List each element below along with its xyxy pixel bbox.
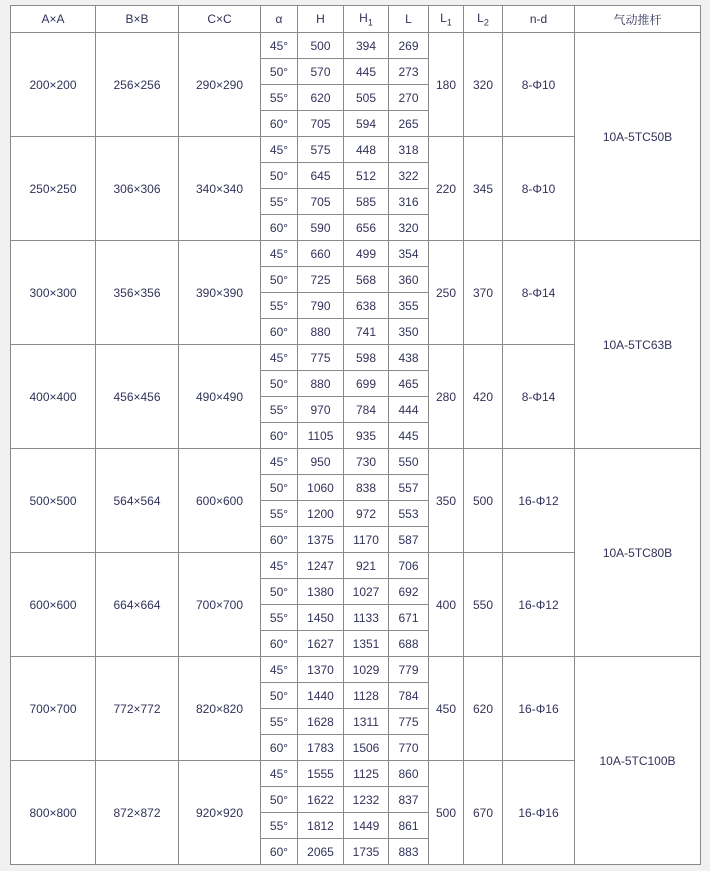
cell-l2: 320 [464, 33, 503, 137]
cell-h1: 730 [344, 449, 389, 475]
cell-l2: 500 [464, 449, 503, 553]
cell-l1: 220 [429, 137, 464, 241]
cell-h1: 394 [344, 33, 389, 59]
cell-l: 350 [389, 319, 429, 345]
cell-alpha: 55° [261, 293, 298, 319]
cell-nd: 8-Φ10 [503, 33, 575, 137]
cell-h1: 935 [344, 423, 389, 449]
cell-h1: 1311 [344, 709, 389, 735]
cell-l: 770 [389, 735, 429, 761]
cell-alpha: 50° [261, 475, 298, 501]
cell-bxb: 306×306 [96, 137, 179, 241]
cell-nd: 16-Φ12 [503, 553, 575, 657]
cell-l2: 670 [464, 761, 503, 865]
cell-h1: 784 [344, 397, 389, 423]
cell-h1: 1449 [344, 813, 389, 839]
cell-alpha: 55° [261, 813, 298, 839]
cell-axa: 700×700 [11, 657, 96, 761]
table-row [11, 449, 701, 475]
cell-alpha: 45° [261, 761, 298, 787]
cell-h: 1783 [298, 735, 344, 761]
cell-h1: 1170 [344, 527, 389, 553]
cell-nd: 8-Φ14 [503, 345, 575, 449]
cell-bxb: 664×664 [96, 553, 179, 657]
cell-l: 550 [389, 449, 429, 475]
column-header-l2: $L_2$ [464, 6, 503, 33]
cell-l: 784 [389, 683, 429, 709]
cell-l2: 345 [464, 137, 503, 241]
cell-h: 1440 [298, 683, 344, 709]
cell-l: 706 [389, 553, 429, 579]
cell-alpha: 55° [261, 709, 298, 735]
cell-h: 880 [298, 371, 344, 397]
cell-h: 1622 [298, 787, 344, 813]
column-header-l: L [389, 6, 429, 33]
cell-l2: 620 [464, 657, 503, 761]
column-header-l1: $L_1$ [429, 6, 464, 33]
cell-l1: 450 [429, 657, 464, 761]
cell-h: 1812 [298, 813, 344, 839]
cell-h: 725 [298, 267, 344, 293]
cell-alpha: 50° [261, 579, 298, 605]
cell-h: 1060 [298, 475, 344, 501]
cell-h1: 585 [344, 189, 389, 215]
cell-l: 265 [389, 111, 429, 137]
column-header-actuator: 气动推杆 [575, 6, 701, 33]
cell-nd: 16-Φ12 [503, 449, 575, 553]
cell-h: 790 [298, 293, 344, 319]
cell-bxb: 356×356 [96, 241, 179, 345]
cell-alpha: 50° [261, 59, 298, 85]
cell-h1: 505 [344, 85, 389, 111]
cell-h: 1628 [298, 709, 344, 735]
cell-alpha: 55° [261, 189, 298, 215]
cell-alpha: 50° [261, 371, 298, 397]
cell-h: 575 [298, 137, 344, 163]
spec-table [10, 5, 701, 865]
cell-alpha: 55° [261, 605, 298, 631]
cell-h: 775 [298, 345, 344, 371]
cell-h: 590 [298, 215, 344, 241]
cell-h: 1247 [298, 553, 344, 579]
cell-l1: 350 [429, 449, 464, 553]
cell-h: 500 [298, 33, 344, 59]
cell-nd: 8-Φ10 [503, 137, 575, 241]
cell-alpha: 60° [261, 735, 298, 761]
cell-alpha: 45° [261, 33, 298, 59]
cell-alpha: 60° [261, 839, 298, 865]
cell-l: 553 [389, 501, 429, 527]
cell-l2: 550 [464, 553, 503, 657]
cell-h: 950 [298, 449, 344, 475]
cell-bxb: 872×872 [96, 761, 179, 865]
cell-l: 269 [389, 33, 429, 59]
cell-l: 860 [389, 761, 429, 787]
cell-h1: 499 [344, 241, 389, 267]
cell-cxc: 700×700 [179, 553, 261, 657]
cell-h1: 512 [344, 163, 389, 189]
cell-h1: 921 [344, 553, 389, 579]
cell-bxb: 564×564 [96, 449, 179, 553]
column-header-subscript: 1 [446, 17, 452, 28]
cell-l: 671 [389, 605, 429, 631]
column-header-nd: n-d [503, 6, 575, 33]
cell-bxb: 456×456 [96, 345, 179, 449]
cell-h1: 838 [344, 475, 389, 501]
cell-l: 360 [389, 267, 429, 293]
cell-alpha: 60° [261, 319, 298, 345]
cell-h: 1450 [298, 605, 344, 631]
cell-l1: 250 [429, 241, 464, 345]
cell-l: 445 [389, 423, 429, 449]
column-header-axa: A×A [11, 6, 96, 33]
cell-alpha: 60° [261, 631, 298, 657]
cell-h1: 1506 [344, 735, 389, 761]
cell-l: 316 [389, 189, 429, 215]
cell-h1: 445 [344, 59, 389, 85]
cell-nd: 16-Φ16 [503, 761, 575, 865]
cell-alpha: 45° [261, 137, 298, 163]
column-header-h1: $H_1$ [344, 6, 389, 33]
cell-alpha: 55° [261, 397, 298, 423]
cell-alpha: 45° [261, 345, 298, 371]
cell-l: 779 [389, 657, 429, 683]
cell-h: 1375 [298, 527, 344, 553]
cell-l: 273 [389, 59, 429, 85]
cell-l: 354 [389, 241, 429, 267]
cell-h1: 1232 [344, 787, 389, 813]
cell-l: 465 [389, 371, 429, 397]
cell-l: 775 [389, 709, 429, 735]
cell-alpha: 50° [261, 163, 298, 189]
cell-axa: 300×300 [11, 241, 96, 345]
cell-l1: 500 [429, 761, 464, 865]
cell-h: 620 [298, 85, 344, 111]
header-row [11, 6, 701, 33]
cell-h: 705 [298, 189, 344, 215]
cell-l: 692 [389, 579, 429, 605]
cell-bxb: 256×256 [96, 33, 179, 137]
cell-actuator: 10A-5TC50B [575, 33, 701, 241]
table-row [11, 657, 701, 683]
cell-h1: 638 [344, 293, 389, 319]
cell-h1: 656 [344, 215, 389, 241]
cell-h1: 1125 [344, 761, 389, 787]
cell-l: 557 [389, 475, 429, 501]
cell-l: 438 [389, 345, 429, 371]
cell-axa: 800×800 [11, 761, 96, 865]
cell-l1: 280 [429, 345, 464, 449]
cell-alpha: 50° [261, 787, 298, 813]
cell-cxc: 600×600 [179, 449, 261, 553]
cell-h: 1627 [298, 631, 344, 657]
cell-l1: 180 [429, 33, 464, 137]
cell-l1: 400 [429, 553, 464, 657]
cell-h: 1555 [298, 761, 344, 787]
cell-alpha: 45° [261, 449, 298, 475]
cell-h1: 1351 [344, 631, 389, 657]
cell-l2: 420 [464, 345, 503, 449]
cell-l: 688 [389, 631, 429, 657]
cell-alpha: 60° [261, 215, 298, 241]
cell-alpha: 55° [261, 501, 298, 527]
column-header-bxb: B×B [96, 6, 179, 33]
cell-h: 660 [298, 241, 344, 267]
cell-alpha: 50° [261, 683, 298, 709]
cell-l: 322 [389, 163, 429, 189]
cell-h1: 598 [344, 345, 389, 371]
cell-l2: 370 [464, 241, 503, 345]
cell-l: 318 [389, 137, 429, 163]
column-header-alpha: α [261, 6, 298, 33]
cell-actuator: 10A-5TC80B [575, 449, 701, 657]
cell-alpha: 60° [261, 423, 298, 449]
cell-cxc: 490×490 [179, 345, 261, 449]
cell-axa: 250×250 [11, 137, 96, 241]
cell-l: 861 [389, 813, 429, 839]
cell-h1: 448 [344, 137, 389, 163]
cell-cxc: 290×290 [179, 33, 261, 137]
cell-h1: 1128 [344, 683, 389, 709]
cell-l: 587 [389, 527, 429, 553]
spec-table-body [11, 33, 701, 865]
cell-h: 705 [298, 111, 344, 137]
column-header-cxc: C×C [179, 6, 261, 33]
cell-alpha: 55° [261, 85, 298, 111]
cell-h1: 568 [344, 267, 389, 293]
table-row [11, 33, 701, 59]
cell-axa: 500×500 [11, 449, 96, 553]
cell-h1: 741 [344, 319, 389, 345]
cell-alpha: 45° [261, 241, 298, 267]
cell-h1: 972 [344, 501, 389, 527]
cell-h: 880 [298, 319, 344, 345]
cell-h: 1105 [298, 423, 344, 449]
spec-table-container [10, 5, 701, 865]
column-header-subscript: 1 [367, 17, 373, 28]
cell-cxc: 920×920 [179, 761, 261, 865]
cell-h1: 1027 [344, 579, 389, 605]
cell-nd: 16-Φ16 [503, 657, 575, 761]
cell-l: 444 [389, 397, 429, 423]
cell-h: 970 [298, 397, 344, 423]
cell-h1: 1735 [344, 839, 389, 865]
column-header-subscript: 2 [483, 17, 489, 28]
cell-h: 2065 [298, 839, 344, 865]
cell-l: 837 [389, 787, 429, 813]
cell-alpha: 50° [261, 267, 298, 293]
cell-h: 570 [298, 59, 344, 85]
cell-h1: 1133 [344, 605, 389, 631]
cell-actuator: 10A-5TC63B [575, 241, 701, 449]
cell-h: 1380 [298, 579, 344, 605]
cell-l: 320 [389, 215, 429, 241]
cell-l: 270 [389, 85, 429, 111]
cell-axa: 200×200 [11, 33, 96, 137]
cell-h: 1370 [298, 657, 344, 683]
cell-h1: 594 [344, 111, 389, 137]
cell-alpha: 45° [261, 553, 298, 579]
cell-axa: 600×600 [11, 553, 96, 657]
cell-cxc: 820×820 [179, 657, 261, 761]
cell-h1: 699 [344, 371, 389, 397]
cell-cxc: 340×340 [179, 137, 261, 241]
cell-alpha: 60° [261, 111, 298, 137]
cell-axa: 400×400 [11, 345, 96, 449]
cell-cxc: 390×390 [179, 241, 261, 345]
cell-nd: 8-Φ14 [503, 241, 575, 345]
cell-h1: 1029 [344, 657, 389, 683]
cell-l: 883 [389, 839, 429, 865]
cell-l: 355 [389, 293, 429, 319]
cell-bxb: 772×772 [96, 657, 179, 761]
cell-h: 645 [298, 163, 344, 189]
cell-h: 1200 [298, 501, 344, 527]
cell-actuator: 10A-5TC100B [575, 657, 701, 865]
cell-alpha: 45° [261, 657, 298, 683]
cell-alpha: 60° [261, 527, 298, 553]
column-header-h: H [298, 6, 344, 33]
table-row [11, 241, 701, 267]
